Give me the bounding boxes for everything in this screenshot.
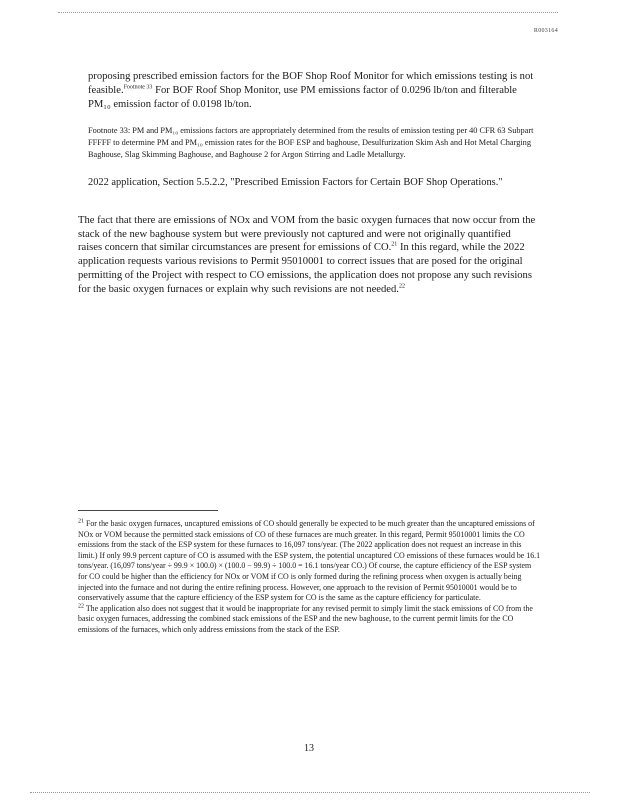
footnote-33-ref: Footnote 33 <box>123 84 153 91</box>
footnotes <box>78 519 542 636</box>
quote-citation: 2022 application, Section 5.5.2.2, "Prescribed Emission Factors for Certain BOF Shop Operations." <box>88 177 503 188</box>
footnote-21-text: For the basic oxygen furnaces, uncaptured emissions of CO should generally be expected to be much greater than the uncaptured emissions of NOx or VOM because the permitted stack emissions of CO of these furnaces are much greater. In this regard, Permit 95010001 limits the CO emissions from the stack of the ESP system for these furnaces to 16,097 tons/year. (The 2022 application does not request an increase in this limit.) If only 99.9 percent capture of CO is assumed with the ESP system, the potential uncaptured CO emissions of these furnaces would be 16.1 tons/year. (16,097 tons/year ÷ 99.9 × 100.0) × (100.0 − 99.9) ÷ 100.0 = 16.1 tons/year CO.) Of course, the capture efficiency of the ESP system for CO could be higher than the efficiency for NOx or VOM if CO is only formed during the refining process when oxygen is actually being injected into the furnace and not during the entire refining process. However, one approach to the revision of Permit 95010001 would be to conservatively assume that the capture efficiency of the ESP system for CO is the same as the capture efficiency for particulate. <box>78 519 541 603</box>
footnote-21-number: 21 <box>78 518 84 525</box>
footnote-33-quote: Footnote 33: PM and PM₁₀ emissions factors are appropriately determined from the results of emission testing per 40 CFR 63 Subpart FFFFF to determine PM and PM₁₀ emission rates for the BOF ESP and baghouse, Desulfurization Skim Ash and Hot Metal Charging Baghouse, Slag Skimming Baghouse, and Baghouse 2 for Argon Stirring and Ladle Metallurgy. <box>88 126 534 159</box>
scan-edge-top <box>58 12 558 13</box>
scan-edge-bottom <box>30 792 590 793</box>
footnote-divider <box>78 510 218 511</box>
body-text: The fact that there are emissions of NOx and VOM from the basic oxygen furnaces that now occur from the stack of the new baghouse system but were previously not captured and were not originally quantified raises concern that similar circumstances are present for emissions of CO. <box>78 215 536 254</box>
footnote-22-text: The application also does not suggest that it would be inappropriate for any revised permit to simply limit the stack emissions of CO from the basic oxygen furnaces, addressing the combined stack emissions of the ESP and the new baghouse, to the current permit limits for the CO emissions of the furnaces, which only address emissions from the stack of the ESP. <box>78 603 533 634</box>
bates-number: R003164 <box>533 28 558 34</box>
footnote-22 <box>78 604 542 636</box>
quote-text-tail: For BOF Roof Shop Monitor, use PM emissions factor of 0.0296 lb/ton and filterable PM₁₀ emission factor of 0.0198 lb/ton. <box>88 84 517 110</box>
footnote-ref-22: 22 <box>398 282 405 289</box>
quote-paragraph <box>88 70 536 111</box>
quote-text: proposing prescribed emission factors for the BOF Shop Roof Monitor for which emissions testing is not feasible. <box>88 71 534 96</box>
footnote-22-number: 22 <box>78 603 84 610</box>
footnote-21 <box>78 519 542 604</box>
footnote-ref-21: 21 <box>391 241 398 248</box>
body-text-tail: In this regard, while the 2022 application requests various revisions to Permit 95010001 to correct issues that are posed for the original permitting of the Project with respect to CO emissions, the application does not propose any such revisions for the basic oxygen furnaces or explain why such revisions are not needed. <box>78 242 532 295</box>
body-paragraph <box>78 214 536 296</box>
page-number: 13 <box>304 743 314 754</box>
